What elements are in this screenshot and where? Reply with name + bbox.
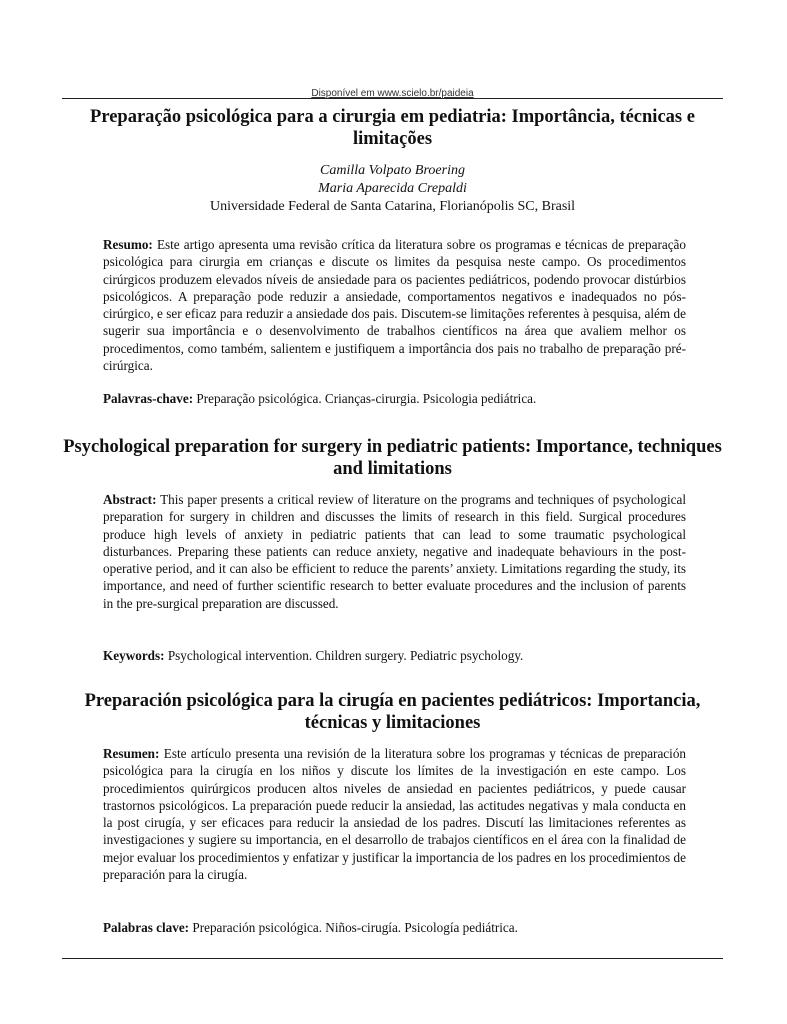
keywords-text-en: Psychological intervention. Children surgery. Pediatric psychology. (167, 648, 524, 663)
keywords-label-es: Palabras clave: (103, 920, 190, 935)
source-header: Disponível em www.scielo.br/paideia (311, 88, 474, 99)
abstract-label-es: Resumen: (103, 746, 160, 761)
keywords-spanish (103, 919, 686, 936)
author-1: Camilla Volpato Broering (320, 163, 465, 178)
abstract-label-pt: Resumo: (103, 237, 153, 252)
title-english: Psychological preparation for surgery in pediatric patients: Importance, techniques and limitations (63, 437, 722, 479)
bottom-divider (62, 958, 723, 959)
abstract-text-en: This paper presents a critical review of literature on the programs and techniques of psychological preparation for surgery in children and discusses the limits of research in this field. Surgical procedures produce high levels of anxiety in pediatric patients that can lead to some traumatic psychological disturbances. Preparing these patients can reduce anxiety, negative and inadequate behaviours in the post-operative period, and it can also be efficient to reduce the parents’ anxiety. Limitations regarding the study, its importance, and need of further scientific research to better evaluate procedures and the inclusion of parents in the pre-surgical preparation are discussed. (103, 492, 686, 611)
abstract-text-pt: Este artigo apresenta uma revisão crítica da literatura sobre os programas e técnicas de preparação psicológica para cirurgia em crianças e discute os limites da pesquisa neste campo. Os procedimentos cirúrgicos produzem elevados níveis de ansiedade para os pacientes pediátricos, podendo provocar distúrbios psicológicos. A preparação pode reduzir a ansiedade, comportamentos negativos e inadequados no pós-cirúrgico, e ser eficaz para reduzir a ansiedade dos pais. Discutem-se limitações referentes à pesquisa, além de sugerir sua importância e o desenvolvimento de trabalhos científicos na área que avaliem melhor os procedimentos, como também, salientem e justifiquem a importância dos pais no trabalho de preparação pré-cirúrgica. (103, 237, 686, 374)
keywords-text-pt: Preparação psicológica. Crianças-cirurgia. Psicologia pediátrica. (196, 391, 537, 406)
keywords-label-en: Keywords: (103, 648, 165, 663)
abstract-text-es: Este artículo presenta una revisión de la literatura sobre los programas y técnicas de preparación psicológica para la cirugía en los niños y discute los límites de la investigación en este campo. Los procedimientos quirúrgicos producen altos niveles de ansiedad en pacientes pediátricos, y puede causar trastornos psicológicos. La preparación puede reducir la ansiedad, las actitudes negativas y mala conducta en la post cirugía, y ser eficaces para reducir la ansiedad de los padres. Discutí las limitaciones referentes as investigaciones y sugiere su importancia, en el desarrollo de trabajos científicos en el área con la finalidad de mejor evaluar los procedimientos y enfatizar y justificar la importancia de los padres en los procedimientos de preparación para la cirugía. (103, 746, 687, 883)
keywords-text-es: Preparación psicológica. Niños-cirugía. Psicología pediátrica. (192, 920, 518, 935)
affiliation: Universidade Federal de Santa Catarina, Florianópolis SC, Brasil (209, 199, 576, 214)
abstract-english (103, 491, 686, 612)
top-divider (62, 98, 723, 99)
keywords-portuguese (103, 390, 686, 407)
author-block (62, 162, 723, 216)
title-spanish: Preparación psicológica para la cirugía en pacientes pediátricos: Importancia, técnicas y limitaciones (84, 691, 701, 733)
author-2: Maria Aparecida Crepaldi (318, 181, 467, 196)
abstract-spanish (103, 745, 686, 883)
title-portuguese: Preparação psicológica para a cirurgia em pediatria: Importância, técnicas e limitações (90, 107, 695, 149)
abstract-portuguese (103, 236, 686, 374)
abstract-label-en: Abstract: (103, 492, 157, 507)
keywords-english (103, 647, 686, 664)
keywords-label-pt: Palavras-chave: (103, 391, 194, 406)
